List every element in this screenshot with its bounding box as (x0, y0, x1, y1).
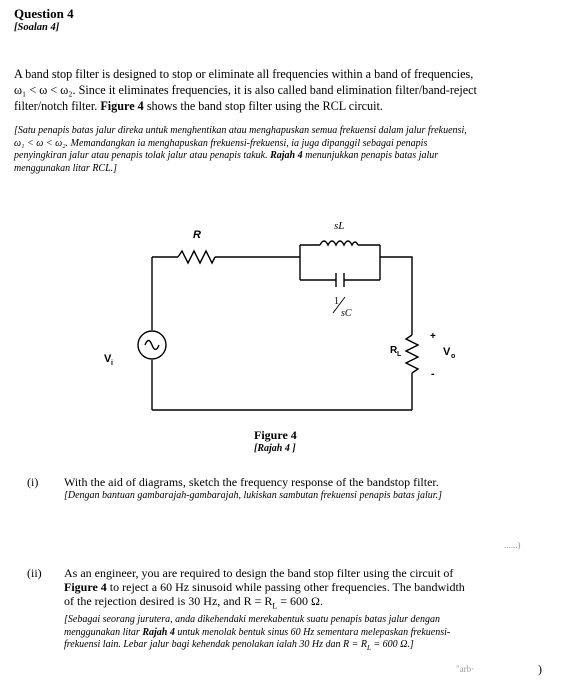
intro-english (14, 66, 554, 114)
part-ii-line-2b: to reject a 60 Hz sinusoid while passing other frequencies. The bandwidth (106, 580, 465, 594)
intro-my-line-3c: menunjukkan penapis batas jalur (302, 150, 439, 161)
part-ii-number: (ii) (27, 566, 42, 580)
label-rl: R (390, 345, 398, 356)
label-vi: V (104, 353, 112, 365)
resistor-r (178, 251, 215, 263)
capacitor-plates (336, 273, 344, 287)
part-i-text-my: [Dengan bantuan gambarajah-gambarajah, lukiskan sambutan frekuensi penapis batas jalur.] (64, 490, 442, 501)
figure-caption (254, 428, 297, 454)
rcl-circuit-diagram (90, 205, 470, 430)
ac-source-wave (145, 341, 159, 350)
part-ii-line-3-end: = 600 Ω. (277, 594, 323, 608)
intro-my-line-4: menggunakan litar RCL.] (14, 162, 118, 174)
label-plus: + (430, 331, 436, 342)
part-ii-line-3a: of the rejection desired is 30 Hz, and R = R (64, 594, 273, 608)
label-c-den: sC (341, 308, 352, 319)
figure-ref: Figure 4 (100, 99, 144, 113)
part-ii-line-1: As an engineer, you are required to design the band stop filter using the circuit of (64, 566, 454, 580)
part-i-text: With the aid of diagrams, sketch the frequency response of the bandstop filter. (64, 475, 439, 489)
label-r: R (193, 229, 201, 241)
part-ii-my-line-3a: frekuensi lain. Lebar jalur bagi kehendak penolakan ialah 30 Hz dan R = R (64, 639, 368, 651)
intro-malay (14, 125, 554, 175)
figure-caption-my: [Rajah 4 ] (254, 443, 296, 454)
intro-en-line-2: ω₁ < ω < ω₂. Since it eliminates frequencies, it is also called band elimination filter/band-reject (14, 83, 477, 97)
label-c-num: 1 (334, 296, 339, 307)
label-vo: V (443, 346, 451, 358)
part-i (64, 475, 554, 503)
part-ii-line-3-sub: L (272, 601, 278, 611)
part-ii-line-2 (64, 580, 554, 594)
inductor-sl (320, 241, 358, 245)
intro-en-line-3a: filter/notch filter. (14, 99, 101, 113)
label-vi-sub: i (111, 360, 113, 367)
part-i-marks: ......) (504, 540, 521, 550)
intro-my-line-2: ω₁ < ω < ω₂. Memandangkan ia menghapuskan frekuensi-frekuensi, ia juga dipanggil sebagai penapis (14, 137, 428, 149)
part-ii (64, 566, 554, 655)
part-ii-my-line-2 (64, 627, 554, 640)
intro-en-line-3 (14, 98, 554, 114)
part-ii-rajah-ref: Rajah 4 (142, 626, 175, 638)
part-ii-my-line-3 (64, 639, 554, 655)
wire-top-right (380, 257, 412, 335)
intro-en-line-1: A band stop filter is designed to stop or eliminate all frequencies within a band of frequencies, (14, 67, 474, 81)
question-subtitle: [Soalan 4] (14, 22, 60, 33)
part-ii-my-line-1: [Sebagai seorang jurutera, anda dikehendaki merekabentuk suatu penapis batas jalur dengan (64, 614, 440, 626)
question-title: Question 4 (14, 6, 74, 21)
label-minus: - (431, 368, 435, 380)
part-ii-line-3 (64, 594, 554, 613)
part-ii-my-line-3-sub: L (367, 644, 371, 653)
part-ii-my-line-3-end: = 600 Ω.] (370, 639, 414, 651)
resistor-rl (406, 335, 418, 373)
figure-caption-en: Figure 4 (254, 428, 297, 442)
label-sl: sL (334, 220, 345, 232)
part-ii-my-line-2a: menggunakan litar (64, 626, 143, 638)
rajah-ref: Rajah 4 (270, 150, 303, 161)
part-ii-my-line-2c: untuk menolak bentuk sinus 60 Hz sementara melepaskan frekuensi- (174, 626, 451, 638)
part-ii-figure-ref: Figure 4 (64, 580, 107, 594)
intro-my-line-1: [Satu penapis batas jalur direka untuk menghentikan atau menghapuskan semua frekuensi dalam jalur frekuensi, (14, 125, 467, 136)
part-ii-marks: "arb· (456, 664, 475, 674)
part-i-number: (i) (27, 475, 39, 489)
label-rl-sub: L (397, 351, 402, 358)
intro-my-line-3a: penyingkiran jalur atau penapis tolak jalur atau penapis takuk. (14, 150, 271, 161)
part-ii-marks-paren: ) (538, 662, 542, 676)
intro-my-line-3 (14, 150, 554, 163)
intro-en-line-3c: shows the band stop filter using the RCL circuit. (143, 99, 383, 113)
label-vo-sub: o (451, 353, 456, 360)
